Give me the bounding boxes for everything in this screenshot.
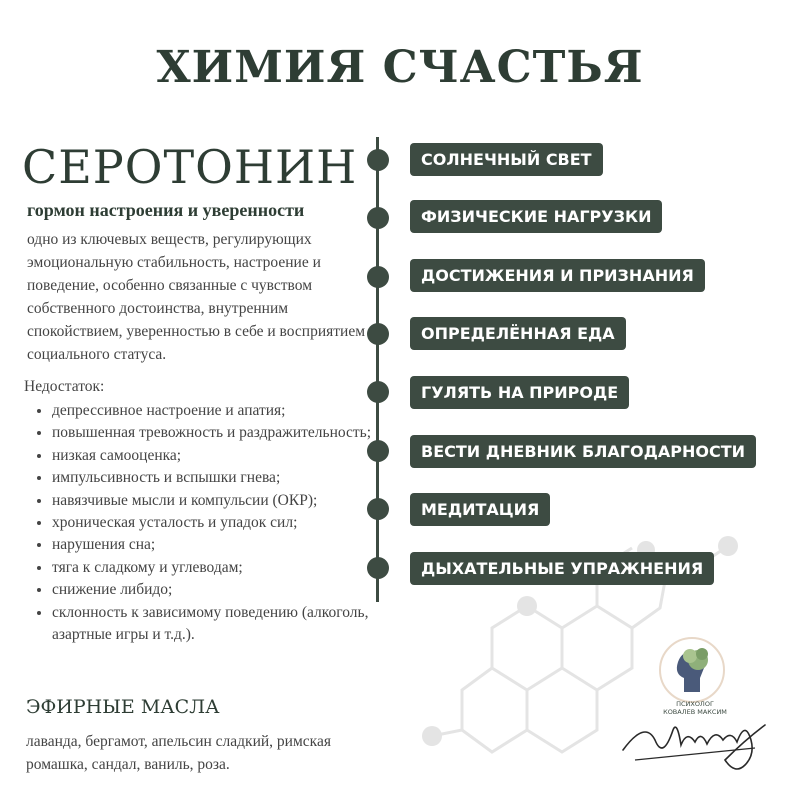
source-tag-nature-walk: ГУЛЯТЬ НА ПРИРОДЕ <box>410 376 629 409</box>
hormone-name: СЕРОТОНИН <box>22 140 358 194</box>
list-item: • низкая самооценка; <box>52 445 412 467</box>
list-item: • хроническая усталость и упадок сил; <box>52 512 412 534</box>
page-title: ХИМИЯ СЧАСТЬЯ <box>156 42 644 93</box>
source-tag-meditation: МЕДИТАЦИЯ <box>410 493 550 526</box>
list-item: • тяга к сладкому и углеводам; <box>52 557 412 579</box>
timeline-dot <box>367 557 389 579</box>
source-tag-gratitude-journal: ВЕСТИ ДНЕВНИК БЛАГОДАРНОСТИ <box>410 435 756 468</box>
list-item: • склонность к зависимому поведению (алкоголь, азартные игры и т.д.). <box>52 602 412 647</box>
source-tag-exercise: ФИЗИЧЕСКИЕ НАГРУЗКИ <box>410 200 662 233</box>
list-item: • депрессивное настроение и апатия; <box>52 400 412 422</box>
timeline-dot <box>367 323 389 345</box>
signature <box>615 700 775 780</box>
drawbacks-list <box>12 400 412 646</box>
list-item: • импульсивность и вспышки гнева; <box>52 467 412 489</box>
timeline-dot <box>367 440 389 462</box>
source-tag-achievements: ДОСТИЖЕНИЯ И ПРИЗНАНИЯ <box>410 259 705 292</box>
list-item: • снижение либидо; <box>52 579 412 601</box>
list-item: • нарушения сна; <box>52 534 412 556</box>
logo-line-1: ПСИХОЛОГ <box>676 700 714 708</box>
source-tag-food: ОПРЕДЕЛЁННАЯ ЕДА <box>410 317 626 350</box>
oils-title: ЭФИРНЫЕ МАСЛА <box>26 696 220 718</box>
timeline-dot <box>367 149 389 171</box>
timeline-dot <box>367 266 389 288</box>
source-tag-breathing: ДЫХАТЕЛЬНЫЕ УПРАЖНЕНИЯ <box>410 552 714 585</box>
timeline-dot <box>367 207 389 229</box>
source-tag-sunlight: СОЛНЕЧНЫЙ СВЕТ <box>410 143 603 176</box>
timeline-dot <box>367 498 389 520</box>
drawbacks-title: Недостаток: <box>24 378 105 395</box>
logo-line-2: КОВАЛЕВ МАКСИМ <box>663 708 727 716</box>
oils-text: лаванда, бергамот, апельсин сладкий, римская ромашка, сандал, ваниль, роза. <box>26 733 331 773</box>
hormone-description: одно из ключевых веществ, регулирующих эмоциональную стабильность, настроение и поведение, особенно связанные с чувством собственного достоинства, внутренним спокойствием, уверенностью в себе и восприятием социального статуса. <box>27 231 366 363</box>
list-item: • повышенная тревожность и раздражительность; <box>52 422 412 444</box>
list-item: • навязчивые мысли и компульсии (ОКР); <box>52 490 412 512</box>
timeline-dot <box>367 381 389 403</box>
hormone-subtitle: гормон настроения и уверенности <box>27 200 305 220</box>
